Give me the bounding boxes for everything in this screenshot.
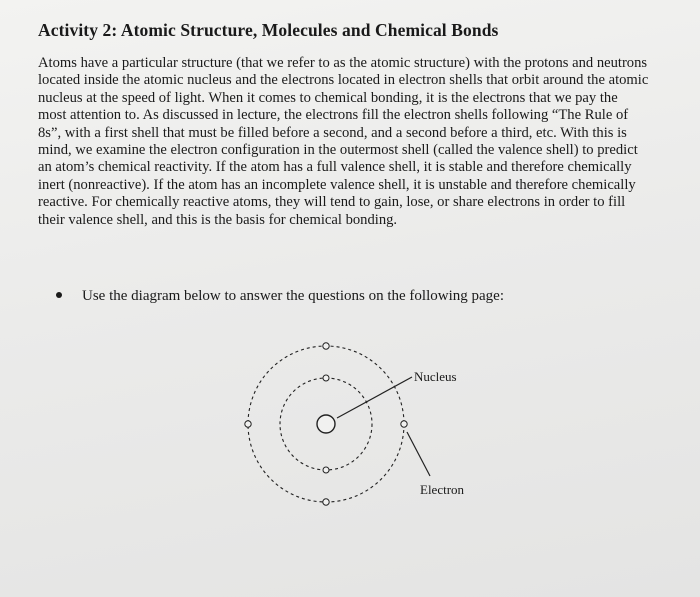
electron-dot [401,421,407,427]
paragraph-line: nucleus at the speed of light. When it comes to chemical bonding, it is the electrons that we pay the [38,89,618,106]
paragraph-line: Atoms have a particular structure (that we refer to as the atomic structure) with the protons and neutrons [38,55,648,71]
electron-label: Electron [420,482,465,497]
electron-dot [323,343,329,349]
paragraph-line: mind, we examine the electron configuration in the outermost shell (called the valence shell) to predict [38,142,638,159]
electron-dot [323,467,329,473]
paragraph-line: 8s”, with a first shell that must be filled before a second, and a second before a third, etc. With this is [38,124,627,141]
paragraph-line: located inside the atomic nucleus and the electrons located in electron shells that orbit around the atomic [38,72,649,89]
nucleus-label: Nucleus [414,369,457,384]
atom-diagram-svg [240,338,500,513]
paragraph-line: most attention to. As discussed in lecture, the electrons fill the electron shells following “The Rule of [38,107,629,124]
nucleus-pointer-line [337,377,412,418]
paragraph-line: an atom’s chemical reactivity. If the atom has a full valence shell, it is stable and therefore chemically [38,159,632,176]
activity-title: Activity 2: Atomic Structure, Molecules and Chemical Bonds [38,20,499,40]
nucleus-circle [317,415,335,433]
bullet-text: Use the diagram below to answer the questions on the following page: [82,288,504,304]
paragraph-line: reactive. For chemically reactive atoms, they will tend to gain, lose, or share electrons in order to fill [38,194,626,211]
paragraph-line: inert (nonreactive). If the atom has an incomplete valence shell, it is unstable and therefore chemically [38,176,636,193]
electron-dot [323,375,329,381]
electron-dot [323,499,329,505]
electron-pointer-line [407,432,430,476]
bullet-dot-icon [56,292,62,298]
paragraph-line: their valence shell, and this is the basis for chemical bonding. [38,211,398,228]
diagram-instruction-bullet [56,288,504,305]
intro-paragraph [38,55,688,229]
electron-dot [245,421,251,427]
atom-diagram [240,338,500,513]
